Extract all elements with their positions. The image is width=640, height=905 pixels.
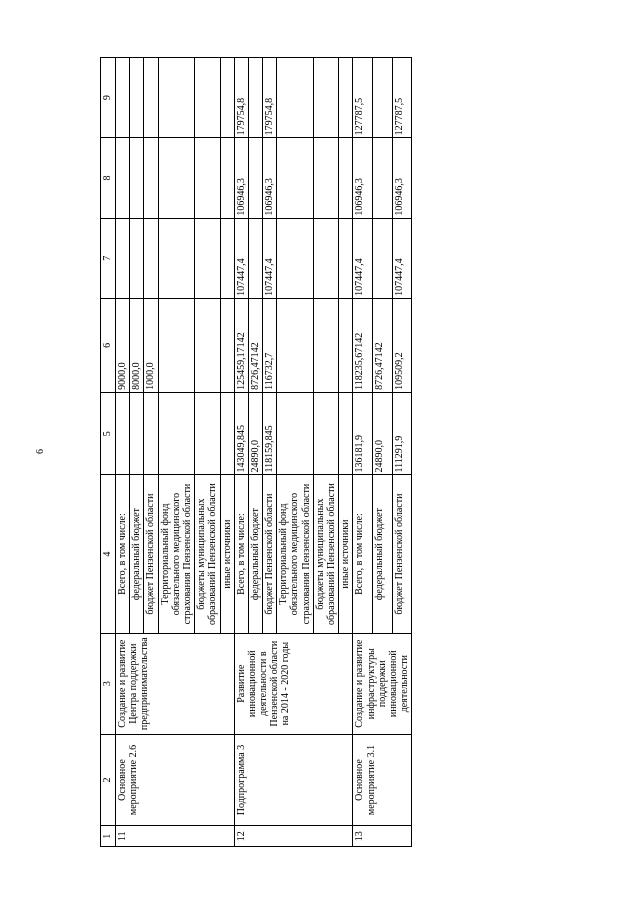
value-cell: 24890,0 — [373, 392, 393, 475]
value-cell: 8726,47142 — [373, 298, 393, 392]
funding-source-cell: Всего, в том числе: — [234, 475, 248, 633]
value-cell — [313, 392, 338, 475]
value-cell — [158, 218, 195, 298]
value-cell: 1000,0 — [144, 298, 158, 392]
header-cell: 4 — [101, 475, 116, 633]
value-cell — [144, 218, 158, 298]
row-description-cell: Создание и развитие инфраструктуры поддержки инновационной деятельности — [353, 633, 412, 734]
value-cell: 24890,0 — [248, 392, 262, 475]
value-cell — [158, 298, 195, 392]
row-number-cell: 11 — [116, 826, 235, 847]
funding-source-cell: Всего, в том числе: — [353, 475, 373, 633]
value-cell: 107447,4 — [353, 218, 373, 298]
value-cell — [220, 392, 234, 475]
rotated-table-container — [100, 57, 542, 847]
value-cell — [144, 138, 158, 218]
value-cell — [277, 298, 314, 392]
value-cell — [248, 58, 262, 138]
value-cell — [220, 58, 234, 138]
value-cell: 118235,67142 — [353, 298, 373, 392]
row-name-cell: Основное мероприятие 2.6 — [116, 734, 235, 826]
value-cell — [158, 58, 195, 138]
value-cell: 179754,8 — [263, 58, 277, 138]
table-row — [353, 58, 373, 847]
header-cell: 3 — [101, 633, 116, 734]
funding-source-cell: бюджеты муниципальных образований Пензенской области — [195, 475, 220, 633]
header-cell: 5 — [101, 392, 116, 475]
value-cell: 106946,3 — [353, 138, 373, 218]
value-cell — [339, 58, 353, 138]
row-description-cell: Создание и развитие Центра поддержки предпринимательства — [116, 633, 235, 734]
value-cell — [195, 58, 220, 138]
budget-table — [100, 57, 412, 847]
value-cell — [313, 298, 338, 392]
value-cell: 127787,5 — [392, 58, 412, 138]
funding-source-cell: иные источники — [220, 475, 234, 633]
value-cell: 179754,8 — [234, 58, 248, 138]
value-cell: 106946,3 — [392, 138, 412, 218]
value-cell — [130, 138, 144, 218]
value-cell — [195, 298, 220, 392]
funding-source-cell: федеральный бюджет — [248, 475, 262, 633]
value-cell — [248, 138, 262, 218]
value-cell — [116, 138, 130, 218]
value-cell — [158, 138, 195, 218]
header-cell: 2 — [101, 734, 116, 826]
value-cell: 107447,4 — [392, 218, 412, 298]
value-cell — [195, 392, 220, 475]
row-name-cell: Основное мероприятие 3.1 — [353, 734, 412, 826]
value-cell — [220, 138, 234, 218]
header-cell: 7 — [101, 218, 116, 298]
value-cell — [130, 58, 144, 138]
funding-source-cell: федеральный бюджет — [373, 475, 393, 633]
value-cell — [130, 218, 144, 298]
funding-source-cell: бюджет Пензенской области — [144, 475, 158, 633]
value-cell — [277, 138, 314, 218]
funding-source-cell: федеральный бюджет — [130, 475, 144, 633]
value-cell — [277, 392, 314, 475]
value-cell — [339, 392, 353, 475]
row-number-cell: 12 — [234, 826, 353, 847]
value-cell — [339, 138, 353, 218]
value-cell — [277, 218, 314, 298]
value-cell — [195, 218, 220, 298]
value-cell: 109509,2 — [392, 298, 412, 392]
value-cell — [313, 138, 338, 218]
funding-source-cell: Территориальный фонд обязательного медицинского страхования Пензенской области — [158, 475, 195, 633]
value-cell: 106946,3 — [263, 138, 277, 218]
value-cell — [373, 218, 393, 298]
value-cell — [339, 298, 353, 392]
value-cell — [144, 58, 158, 138]
page-number: 6 — [35, 449, 46, 454]
header-cell: 6 — [101, 298, 116, 392]
value-cell: 136181,9 — [353, 392, 373, 475]
funding-source-cell: Территориальный фонд обязательного медицинского страхования Пензенской области — [277, 475, 314, 633]
funding-source-cell: бюджеты муниципальных образований Пензенской области — [313, 475, 338, 633]
value-cell — [116, 392, 130, 475]
value-cell — [277, 58, 314, 138]
value-cell — [313, 218, 338, 298]
value-cell — [220, 218, 234, 298]
value-cell: 127787,5 — [353, 58, 373, 138]
value-cell — [220, 298, 234, 392]
table-row — [234, 58, 248, 847]
value-cell: 8726,47142 — [248, 298, 262, 392]
header-cell: 1 — [101, 826, 116, 847]
value-cell: 116732,7 — [263, 298, 277, 392]
value-cell — [373, 58, 393, 138]
value-cell — [158, 392, 195, 475]
value-cell — [116, 58, 130, 138]
header-row — [101, 58, 116, 847]
value-cell: 9000,0 — [116, 298, 130, 392]
value-cell: 107447,4 — [263, 218, 277, 298]
value-cell — [339, 218, 353, 298]
funding-source-cell: бюджет Пензенской области — [392, 475, 412, 633]
value-cell: 143049,845 — [234, 392, 248, 475]
value-cell: 118159,845 — [263, 392, 277, 475]
row-number-cell: 13 — [353, 826, 412, 847]
row-name-cell: Подпрограмма 3 — [234, 734, 353, 826]
funding-source-cell: иные источники — [339, 475, 353, 633]
header-cell: 9 — [101, 58, 116, 138]
value-cell: 111291,9 — [392, 392, 412, 475]
funding-source-cell: бюджет Пензенской области — [263, 475, 277, 633]
table-row — [116, 58, 130, 847]
value-cell: 106946,3 — [234, 138, 248, 218]
value-cell — [130, 392, 144, 475]
value-cell: 107447,4 — [234, 218, 248, 298]
value-cell — [373, 138, 393, 218]
value-cell — [248, 218, 262, 298]
funding-source-cell: Всего, в том числе: — [116, 475, 130, 633]
value-cell: 125459,17142 — [234, 298, 248, 392]
value-cell — [144, 392, 158, 475]
header-cell: 8 — [101, 138, 116, 218]
value-cell — [195, 138, 220, 218]
row-description-cell: Развитие инновационной деятельности в Пензенской области на 2014 - 2020 годы — [234, 633, 353, 734]
value-cell — [313, 58, 338, 138]
value-cell: 8000,0 — [130, 298, 144, 392]
value-cell — [116, 218, 130, 298]
